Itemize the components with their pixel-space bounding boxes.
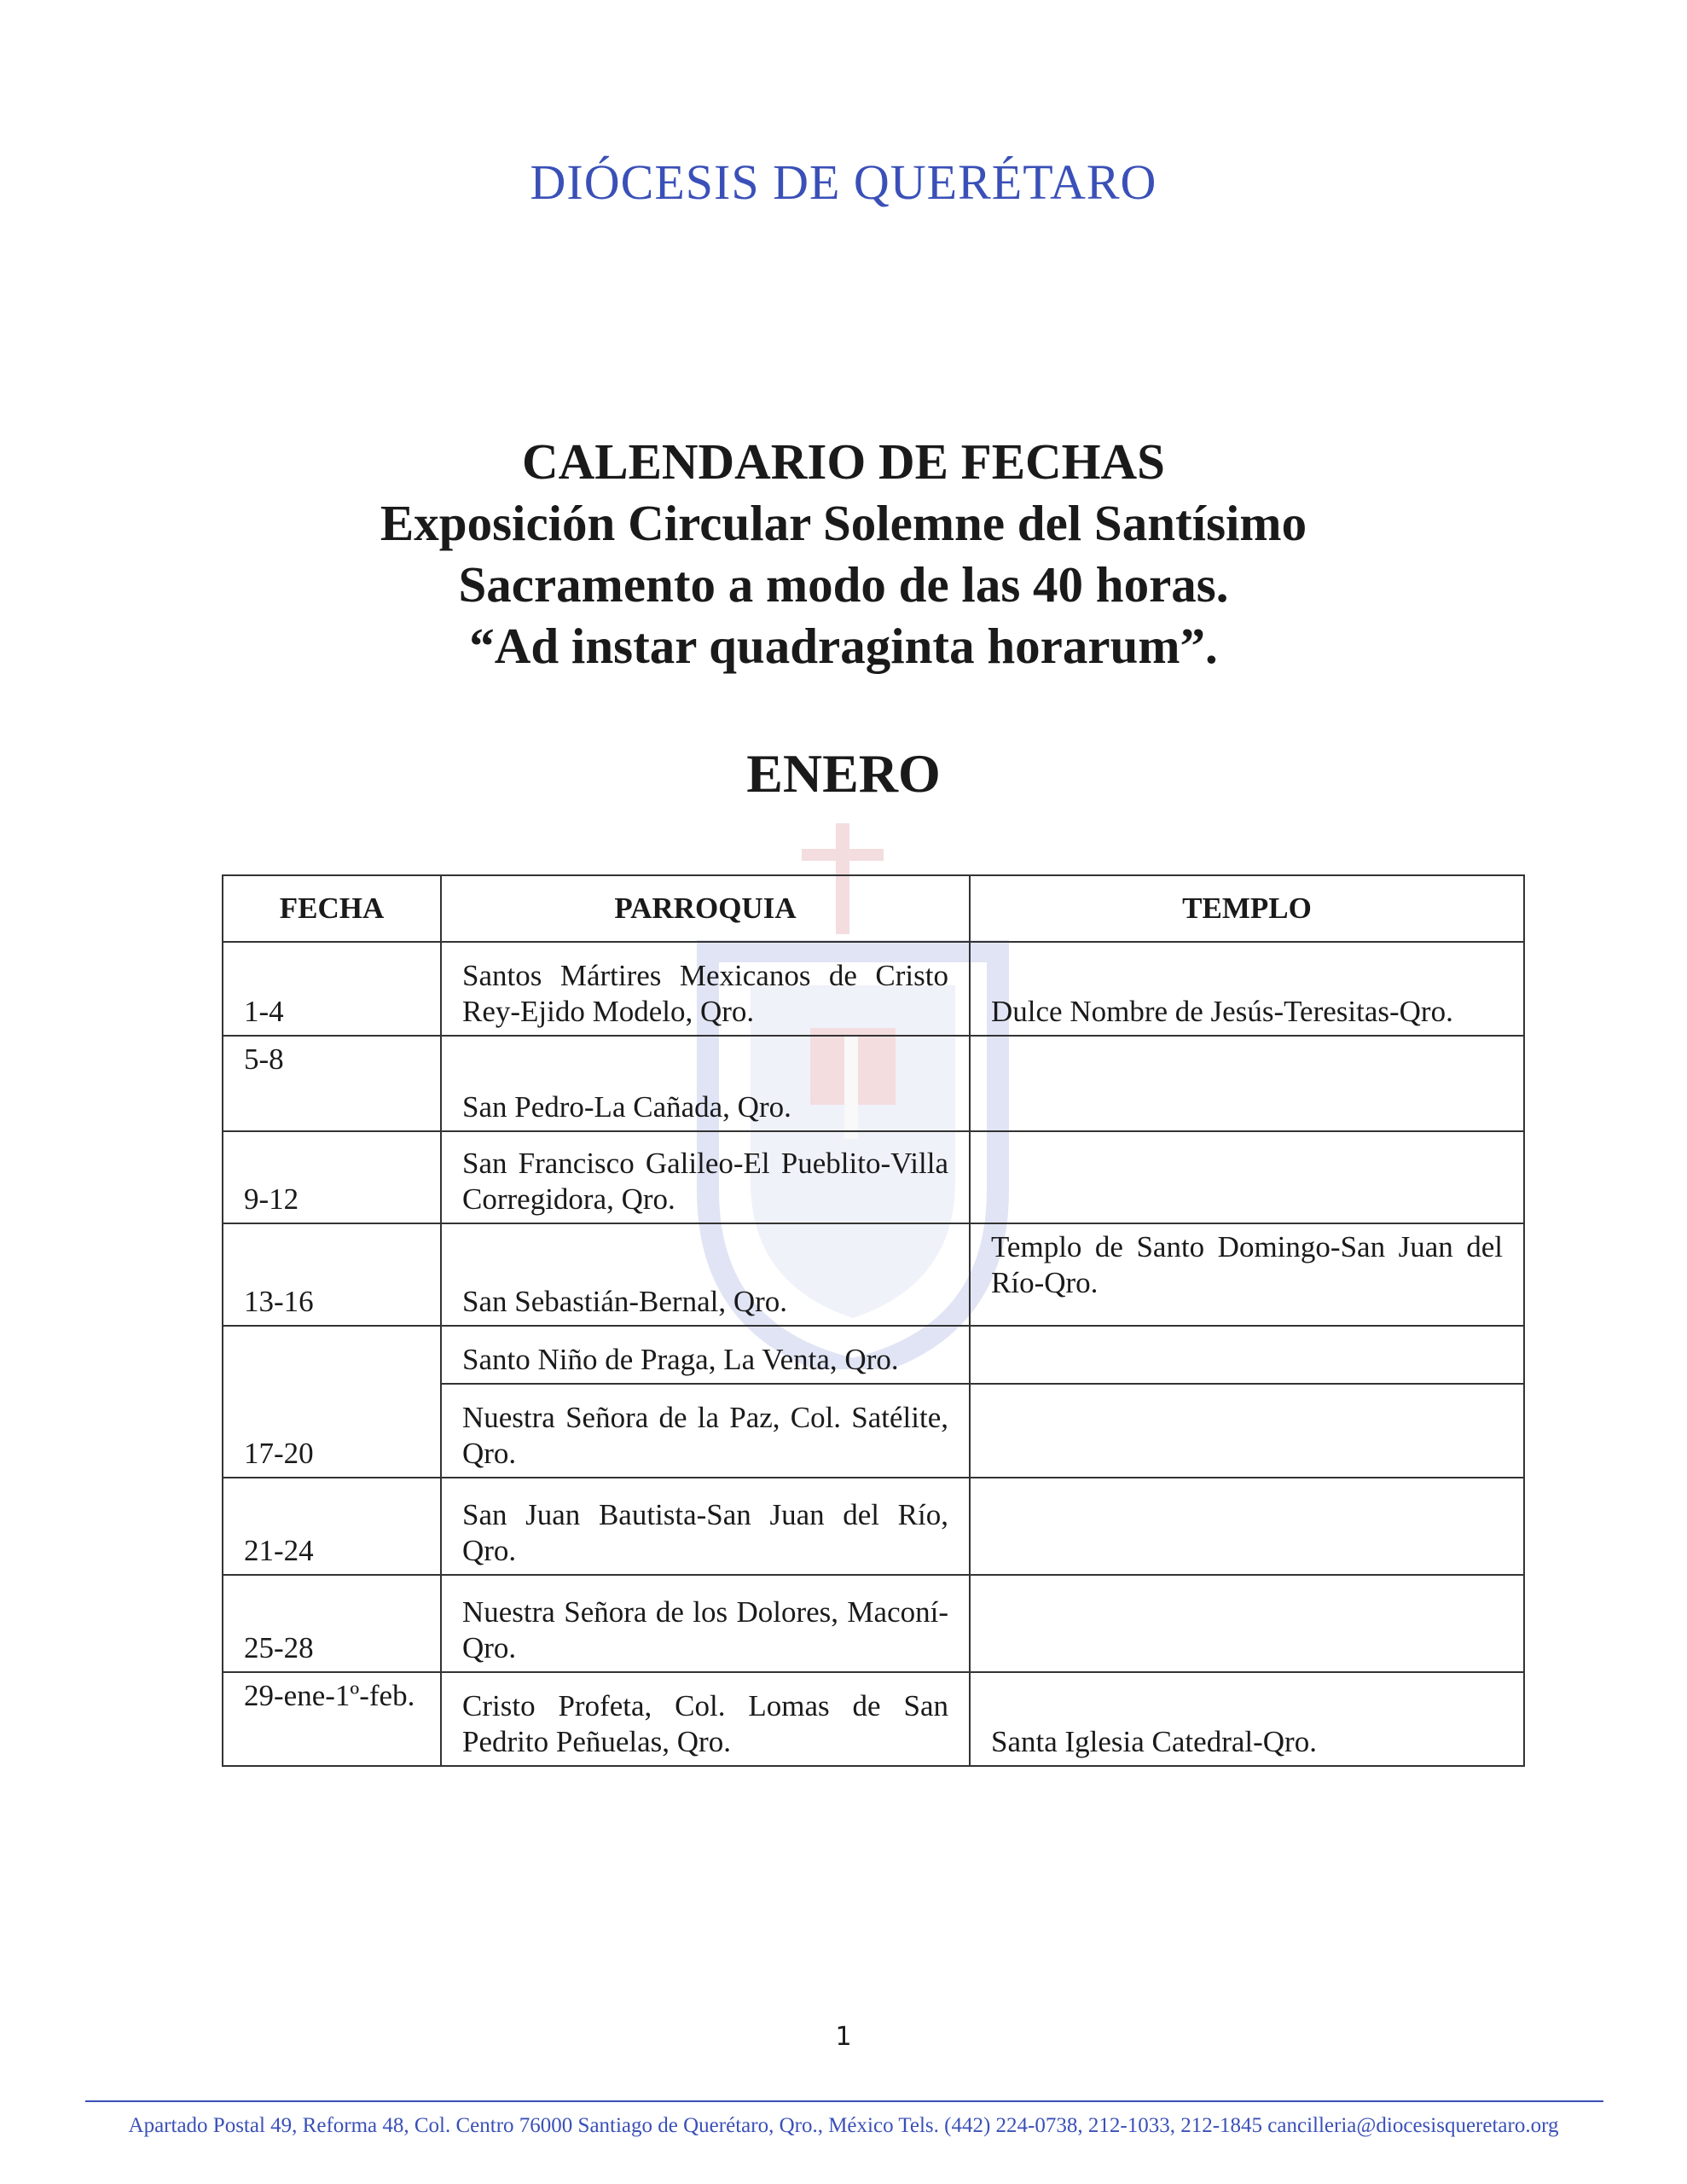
footer-address: Apartado Postal 49, Reforma 48, Col. Centro 76000 Santiago de Querétaro, Qro., México Tels. (442) 224-0738, 212-1033, 212-1845 cancilleria@diocesisqueretaro.org — [128, 2114, 1559, 2137]
calendar-table — [222, 874, 1525, 1767]
table-row — [223, 1223, 1524, 1326]
month-heading: ENERO — [746, 743, 941, 804]
table-row — [223, 1672, 1524, 1766]
title-line-1: CALENDARIO DE FECHAS — [522, 433, 1165, 490]
table-row — [223, 1575, 1524, 1672]
templo-cell: Dulce Nombre de Jesús-Teresitas-Qro. — [970, 942, 1524, 1036]
table-row — [223, 1478, 1524, 1575]
diocese-header: DIÓCESIS DE QUERÉTARO — [530, 154, 1157, 210]
fecha-cell: 5-8 — [223, 1036, 441, 1131]
fecha-cell: 21-24 — [223, 1478, 441, 1575]
table-row — [223, 1131, 1524, 1223]
parroquia-cell: Nuestra Señora de la Paz, Col. Satélite, Qro. — [441, 1384, 970, 1478]
templo-cell — [970, 1478, 1524, 1575]
fecha-cell: 17-20 — [223, 1326, 441, 1478]
table-row — [223, 1036, 1524, 1131]
templo-cell — [970, 1326, 1524, 1384]
title-line-2: Exposición Circular Solemne del Santísimo — [380, 495, 1307, 551]
parroquia-cell: Cristo Profeta, Col. Lomas de San Pedrito Peñuelas, Qro. — [441, 1672, 970, 1766]
templo-cell — [970, 1131, 1524, 1223]
fecha-cell: 13-16 — [223, 1223, 441, 1326]
templo-cell: Templo de Santo Domingo-San Juan del Río-Qro. — [970, 1223, 1524, 1326]
fecha-cell: 25-28 — [223, 1575, 441, 1672]
table-header-row — [223, 875, 1524, 942]
templo-cell — [970, 1036, 1524, 1131]
parroquia-cell: Santo Niño de Praga, La Venta, Qro. — [441, 1326, 970, 1384]
page-number: 1 — [835, 2022, 852, 2052]
document-title — [0, 431, 1687, 677]
header-templo: TEMPLO — [970, 875, 1524, 942]
fecha-cell: 29-ene-1º-feb. — [223, 1672, 441, 1766]
parroquia-cell: Santos Mártires Mexicanos de Cristo Rey-Ejido Modelo, Qro. — [441, 942, 970, 1036]
title-line-3: Sacramento a modo de las 40 horas. — [458, 556, 1229, 613]
templo-cell — [970, 1384, 1524, 1478]
templo-cell — [970, 1575, 1524, 1672]
footer-divider — [85, 2100, 1603, 2102]
table-row — [223, 942, 1524, 1036]
parroquia-cell: Nuestra Señora de los Dolores, Maconí-Qro. — [441, 1575, 970, 1672]
table-row — [223, 1326, 1524, 1384]
fecha-cell: 1-4 — [223, 942, 441, 1036]
templo-cell: Santa Iglesia Catedral-Qro. — [970, 1672, 1524, 1766]
fecha-cell: 9-12 — [223, 1131, 441, 1223]
title-line-4: “Ad instar quadraginta horarum”. — [469, 618, 1218, 674]
header-parroquia: PARROQUIA — [441, 875, 970, 942]
header-fecha: FECHA — [223, 875, 441, 942]
parroquia-cell: San Francisco Galileo-El Pueblito-Villa Corregidora, Qro. — [441, 1131, 970, 1223]
parroquia-cell: San Juan Bautista-San Juan del Río, Qro. — [441, 1478, 970, 1575]
parroquia-cell: San Pedro-La Cañada, Qro. — [441, 1036, 970, 1131]
parroquia-cell: San Sebastián-Bernal, Qro. — [441, 1223, 970, 1326]
